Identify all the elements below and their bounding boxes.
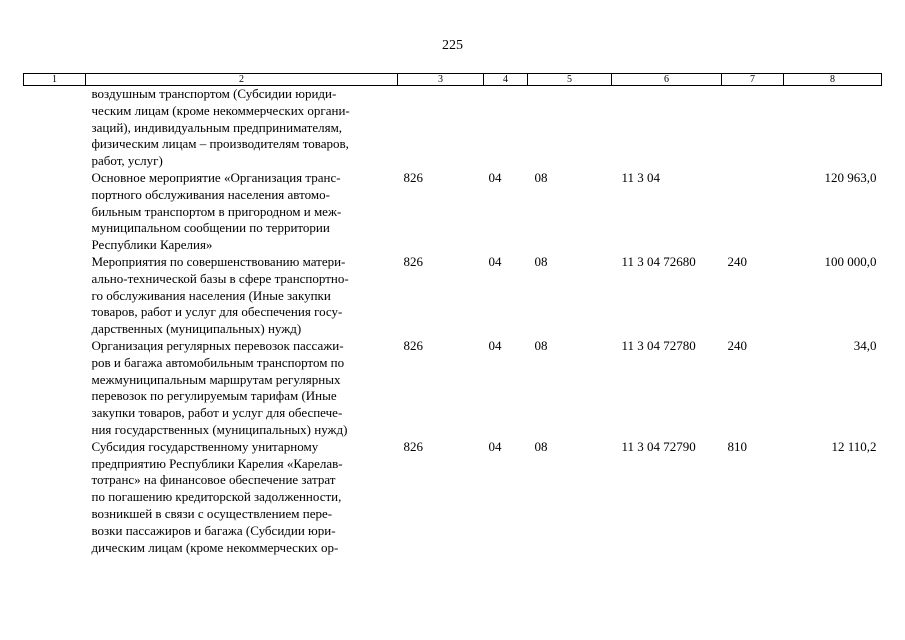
cell-expense-type: 240 bbox=[727, 337, 747, 353]
cell-amount: 120 963,0 bbox=[824, 169, 877, 185]
table-row bbox=[24, 439, 882, 557]
header-col-3: 3 bbox=[398, 74, 484, 86]
cell-section: 04 bbox=[488, 169, 502, 185]
cell-subsection: 08 bbox=[534, 169, 548, 185]
cell-target-article: 11 3 04 72680 bbox=[621, 253, 696, 269]
table-body bbox=[24, 86, 882, 557]
header-col-7: 7 bbox=[722, 74, 784, 86]
cell-section: 04 bbox=[488, 438, 502, 454]
cell-section bbox=[484, 86, 528, 170]
cell-ministry-code: 826 bbox=[403, 253, 423, 269]
cell-subsection bbox=[528, 86, 612, 170]
cell-amount bbox=[784, 86, 882, 170]
header-col-4: 4 bbox=[484, 74, 528, 86]
cell-amount: 34,0 bbox=[853, 337, 877, 353]
cell-expense-type: 810 bbox=[727, 438, 747, 454]
cell-subsection: 08 bbox=[534, 253, 548, 269]
cell-ministry-code: 826 bbox=[403, 169, 423, 185]
row-description: Мероприятия по совершенствованию матери- ально-технической базы в сфере транспортно- го обслуживания населения (Иные закупки товаров, работ и услуг для обеспечения госу- дарственных (муниципальных) нужд) bbox=[91, 253, 349, 337]
header-row bbox=[24, 74, 882, 86]
budget-table bbox=[23, 73, 882, 556]
header-col-6: 6 bbox=[612, 74, 722, 86]
row-description: воздушным транспортом (Субсидии юриди- ческим лицам (кроме некоммерческих органи- заций), индивидуальным предпринимателям, физическим лицам – производителям товаров, работ, услуг) bbox=[91, 86, 350, 169]
header-col-8: 8 bbox=[784, 74, 882, 86]
cell-ministry-code bbox=[398, 86, 484, 170]
cell-target-article: 11 3 04 72780 bbox=[621, 337, 696, 353]
cell-target-article: 11 3 04 72790 bbox=[621, 438, 696, 454]
cell-section: 04 bbox=[488, 337, 502, 353]
row-description: Субсидия государственному унитарному предприятию Республики Карелия «Карелав- тотранс» на финансовое обеспечение затрат по погашению кредиторской задолженности, возникшей в связи с осуществлением пере- возки пассажиров и багажа (Субсидии юри- дическим лицам (кроме некоммерческих ор- bbox=[91, 438, 343, 555]
table-row bbox=[24, 86, 882, 170]
cell-target-article: 11 3 04 bbox=[621, 169, 661, 185]
table-header bbox=[24, 74, 882, 86]
cell-ministry-code: 826 bbox=[403, 438, 423, 454]
cell-amount: 12 110,2 bbox=[831, 438, 877, 454]
table-row bbox=[24, 170, 882, 254]
header-col-1: 1 bbox=[24, 74, 86, 86]
cell-subsection: 08 bbox=[534, 337, 548, 353]
header-col-5: 5 bbox=[528, 74, 612, 86]
table-row bbox=[24, 254, 882, 338]
cell-ministry-code: 826 bbox=[403, 337, 423, 353]
row-description: Основное мероприятие «Организация транс- портного обслуживания населения автомо- бильным транспортом в пригородном и меж- муниципальном сообщении по территории Республики Карелия» bbox=[91, 169, 342, 253]
cell-subsection: 08 bbox=[534, 438, 548, 454]
page-number: 225 bbox=[442, 38, 463, 53]
cell-amount: 100 000,0 bbox=[824, 253, 877, 269]
cell-expense-type bbox=[722, 86, 784, 170]
cell-section: 04 bbox=[488, 253, 502, 269]
cell-expense-type: 240 bbox=[727, 253, 747, 269]
cell-expense-type bbox=[722, 170, 784, 254]
table-row bbox=[24, 338, 882, 439]
cell-target-article bbox=[612, 86, 722, 170]
row-description: Организация регулярных перевозок пассажи- ров и багажа автомобильным транспортом по межмуниципальным маршрутам регулярных перевозок по регулируемым тарифам (Иные закупки товаров, работ и услуг для обеспече- ния государственных (муниципальных) нужд) bbox=[91, 337, 348, 437]
header-col-2: 2 bbox=[86, 74, 398, 86]
